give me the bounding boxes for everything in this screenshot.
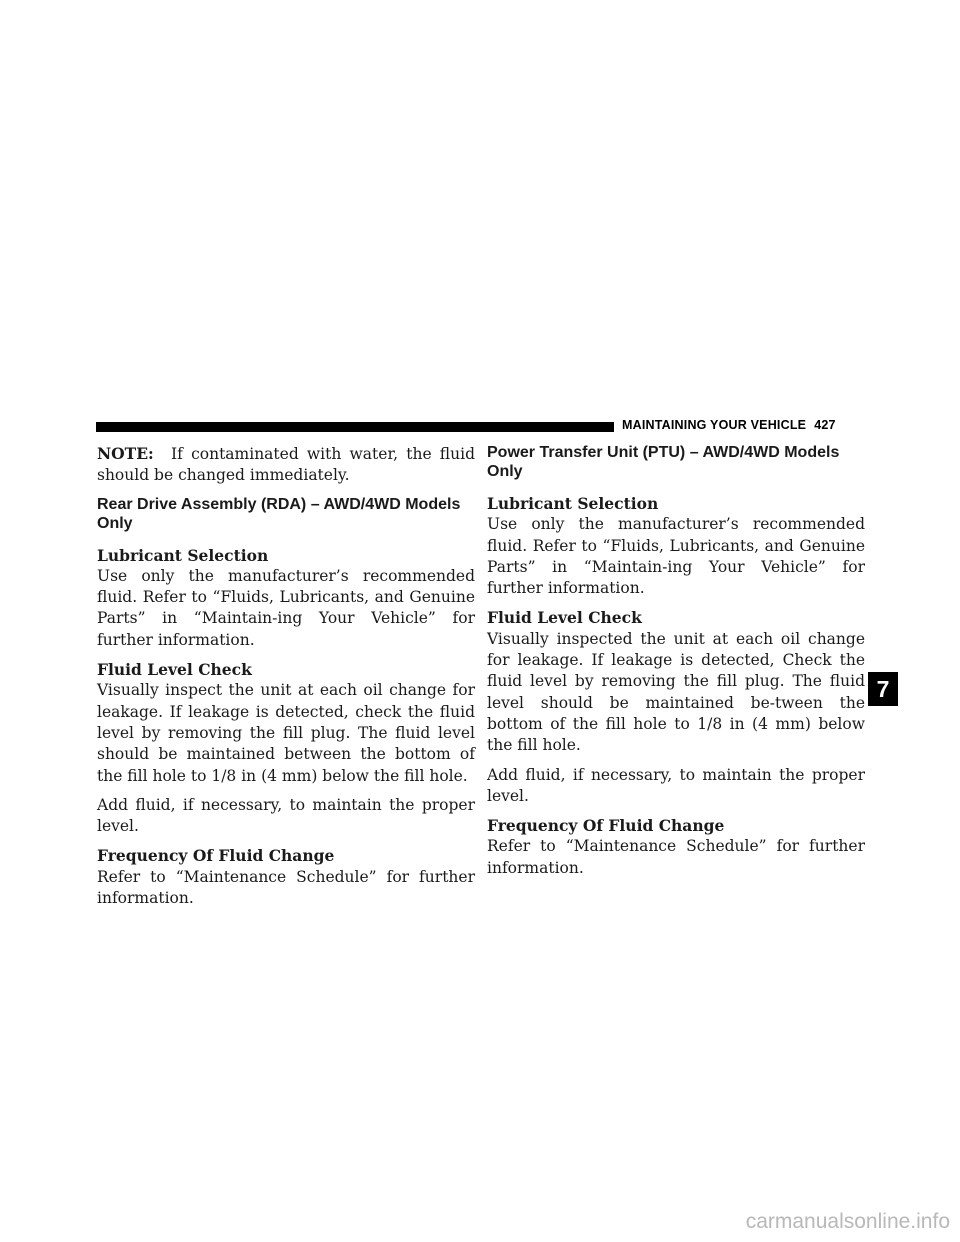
note-label: NOTE: — [97, 444, 154, 463]
rda-fluid-level-heading: Fluid Level Check — [97, 660, 252, 680]
ptu-section-heading: Power Transfer Unit (PTU) – AWD/4WD Models Only — [487, 444, 840, 480]
rda-frequency-heading: Frequency Of Fluid Change — [97, 846, 335, 866]
ptu-fluid-level-text: Visually inspected the unit at each oil change for leakage. If leakage is detected, Check the fluid level by removing the fill plug. The fluid level should be maintained be-tween the bottom of the fill hole to 1/8 in (4 mm) below the fill hole. — [487, 629, 865, 755]
ptu-lubricant-heading: Lubricant Selection — [487, 494, 659, 513]
chapter-tab: 7 — [868, 672, 898, 706]
ptu-fluid-level-heading: Fluid Level Check — [487, 608, 642, 628]
note-text: If contaminated with water, the fluid should be changed immediately. — [97, 445, 476, 485]
ptu-frequency-heading: Frequency Of Fluid Change — [487, 816, 725, 836]
header-rule-bar — [96, 422, 614, 432]
rda-lubricant-text: Use only the manufacturer’s recommended fluid. Refer to “Fluids, Lubricants, and Genuine Parts” in “Maintain-ing Your Vehicle” for further information. — [97, 566, 475, 649]
ptu-frequency-text: Refer to “Maintenance Schedule” for further information. — [487, 837, 865, 877]
running-header — [622, 418, 836, 432]
ptu-add-fluid-text: Add fluid, if necessary, to maintain the proper level. — [487, 765, 865, 805]
note-paragraph — [97, 443, 475, 487]
rda-lubricant-heading: Lubricant Selection — [97, 545, 269, 565]
rda-fluid-level-text: Visually inspect the unit at each oil change for leakage. If leakage is detected, check the fluid level by removing the fill plug. The fluid level should be maintained between the bottom of the fill hole to 1/8 in (4 mm) below the fill hole. — [97, 681, 475, 785]
rda-frequency-text: Refer to “Maintenance Schedule” for further information. — [97, 867, 475, 908]
site-watermark: carmanualsonline.info — [745, 1210, 950, 1233]
rda-section-heading: Rear Drive Assembly (RDA) – AWD/4WD Models Only — [97, 495, 461, 532]
page-number: 427 — [814, 418, 836, 432]
section-title: MAINTAINING YOUR VEHICLE — [622, 418, 807, 432]
right-column — [487, 443, 865, 887]
left-column — [97, 443, 475, 917]
rda-add-fluid-text: Add fluid, if necessary, to maintain the proper level. — [97, 795, 475, 836]
ptu-lubricant-text: Use only the manufacturer’s recommended fluid. Refer to “Fluids, Lubricants, and Genuine Parts” in “Maintain-ing Your Vehicle” for further information. — [487, 515, 865, 598]
